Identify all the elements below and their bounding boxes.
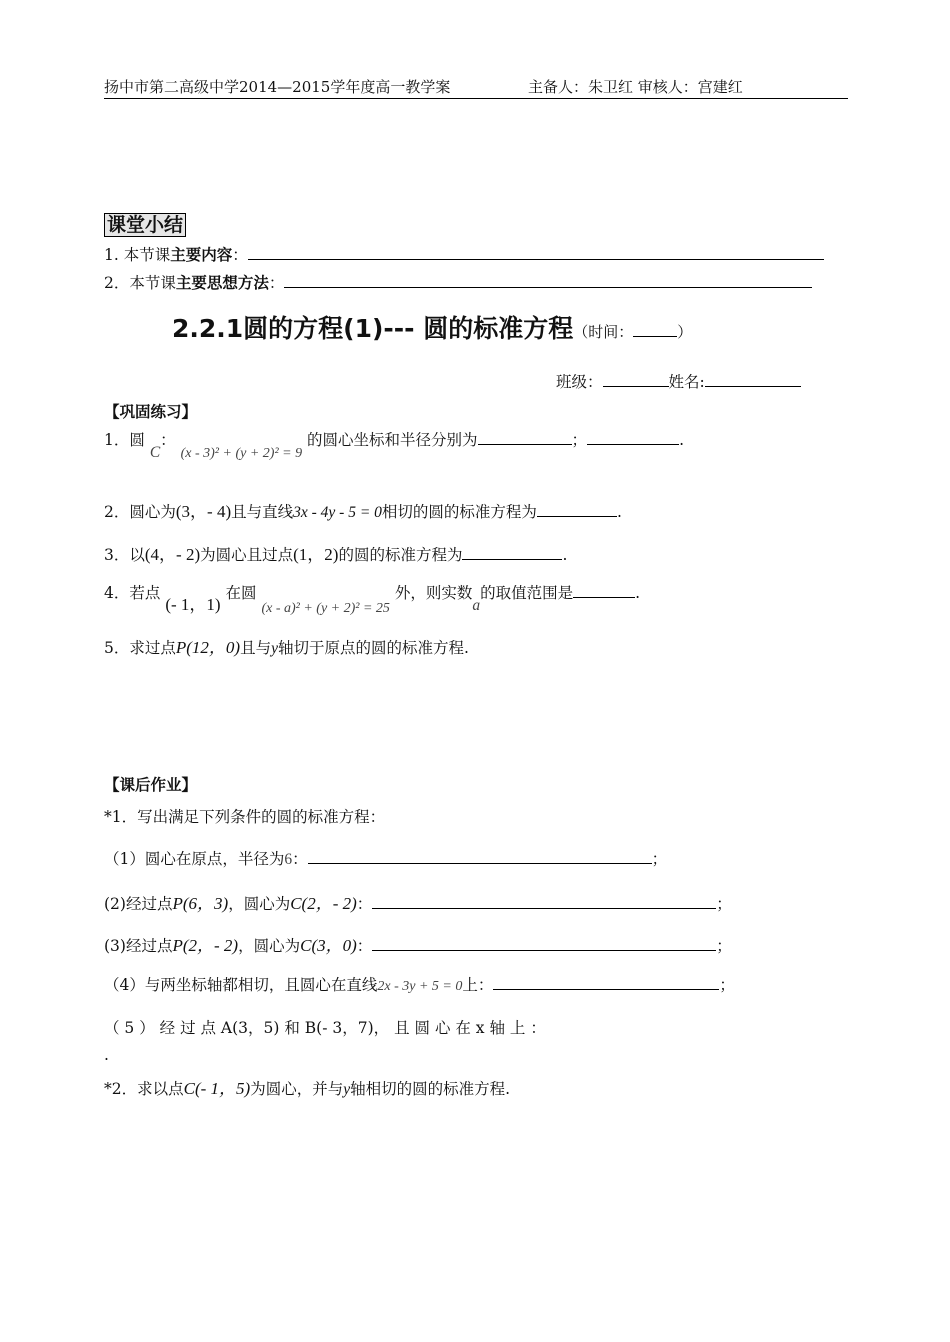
- practice-heading: 【巩固练习】: [104, 403, 198, 421]
- practice-q3: 3．以(4，- 2)为圆心且过点(1，2)的圆的标准方程为 .: [104, 545, 568, 564]
- answer-blank[interactable]: [248, 259, 824, 260]
- homework-q1-sub2: (2)经过点P(6，3)，圆心为C(2，- 2)： ；: [104, 894, 732, 913]
- name-field[interactable]: [705, 386, 801, 387]
- homework-q1-sub1: （1）圆心在原点，半径为6： ；: [104, 850, 668, 868]
- class-field[interactable]: [603, 386, 669, 387]
- summary-item-2: 2．本节课主要思想方法：: [104, 271, 848, 293]
- answer-blank[interactable]: [372, 908, 716, 909]
- staff-info: 主备人：朱卫红 审核人：宫建红: [528, 78, 743, 96]
- homework-q1-sub4: （4）与两坐标轴都相切，且圆心在直线2x - 3y + 5 = 0上： ；: [104, 976, 735, 994]
- answer-blank[interactable]: [372, 950, 716, 951]
- practice-q5: 5．求过点P(12，0)且与y轴切于原点的圆的标准方程.: [104, 638, 469, 657]
- answer-blank[interactable]: [573, 597, 635, 598]
- school-info: 扬中市第二高级中学2014—2015学年度高一教学案: [104, 78, 451, 96]
- homework-q1: *1．写出满足下列条件的圆的标准方程：: [104, 808, 386, 826]
- answer-blank[interactable]: [493, 989, 719, 990]
- student-info: 班级： 姓名:: [556, 370, 801, 392]
- summary-item-1: 1. 本节课主要内容：: [104, 243, 848, 265]
- page-header: [104, 76, 848, 99]
- homework-q2: *2．求以点C(- 1，5)为圆心，并与y轴相切的圆的标准方程.: [104, 1079, 511, 1098]
- answer-blank[interactable]: [462, 559, 562, 560]
- answer-blank[interactable]: [587, 444, 679, 445]
- homework-heading: 【课后作业】: [104, 776, 198, 794]
- homework-q1-sub5: （ 5 ） 经 过 点 A(3，5) 和 B(- 3，7)， 且 圆 心 在 x 轴 上 ：: [104, 1019, 546, 1037]
- answer-blank[interactable]: [284, 287, 812, 288]
- time-blank[interactable]: [633, 336, 677, 337]
- answer-blank[interactable]: [537, 516, 617, 517]
- answer-blank[interactable]: [308, 863, 652, 864]
- homework-q1-sub3: (3)经过点P(2，- 2)，圆心为C(3，0)： ；: [104, 936, 732, 955]
- summary-heading: 课堂小结: [104, 210, 186, 237]
- practice-q1: 1．圆 C： (x - 3)² + (y + 2)² = 9 的圆心坐标和半径分别为 ； .: [104, 431, 684, 461]
- practice-q2: 2．圆心为(3，- 4)且与直线3x - 4y - 5 = 0相切的圆的标准方程为 .: [104, 502, 622, 521]
- practice-q4: 4．若点 (- 1，1) 在圆 (x - a)² + (y + 2)² = 25 外，则实数a的取值范围是 .: [104, 584, 641, 616]
- homework-q1-sub5-cont: .: [104, 1046, 109, 1064]
- page-title: 2.2.1圆的方程(1)--- 圆的标准方程（时间： ）: [172, 314, 693, 343]
- answer-blank[interactable]: [478, 444, 572, 445]
